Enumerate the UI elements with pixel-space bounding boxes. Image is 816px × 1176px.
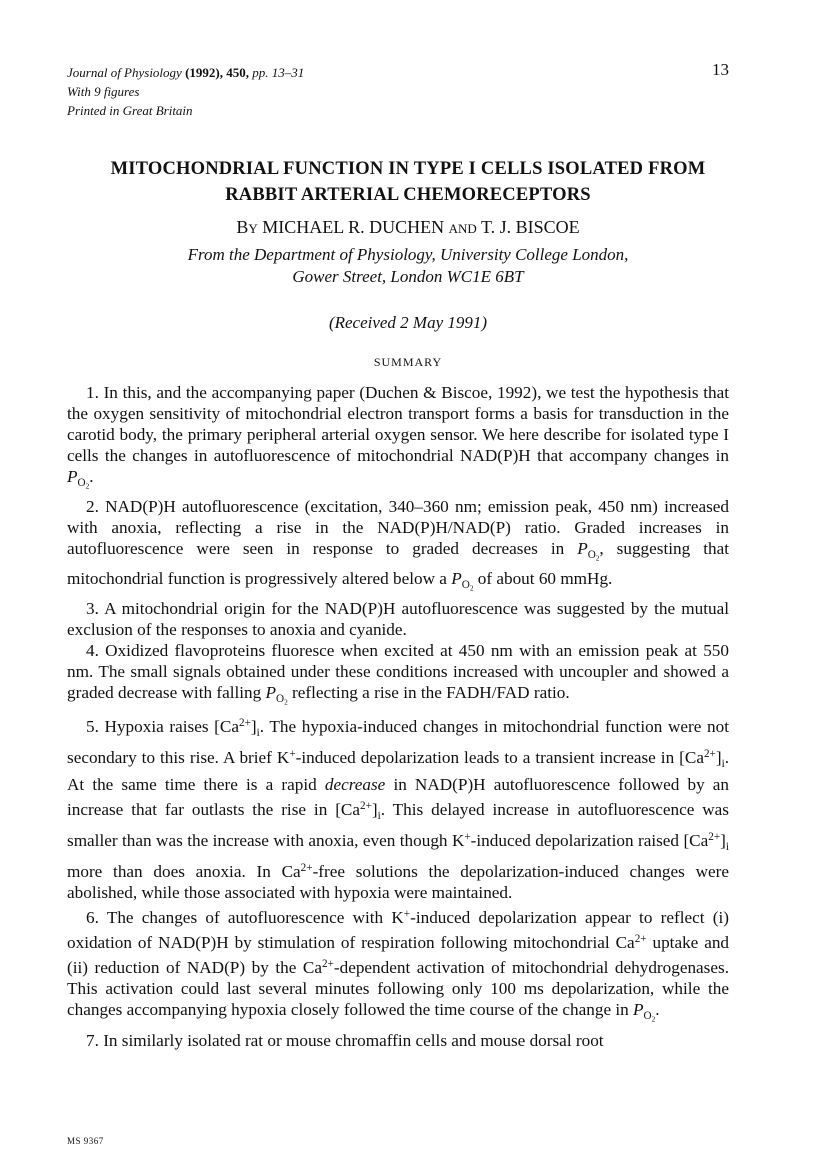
summary-heading: SUMMARY [373, 355, 443, 369]
title-line-2: RABBIT ARTERIAL CHEMORECEPTORS [225, 185, 591, 205]
affiliation-line-2: Gower Street, London WC1E 6BT [292, 267, 524, 286]
summary-paragraph-6: 6. The changes of autofluorescence with K+-induced depolarization appear to reflect (i) oxidation of NAD(P)H by stimulation of respiration following mitochondrial $Ca^{2+}$ uptake and (ii) reduction of NAD(P) by the $Ca^{2+}$-dependent activation of mitochondrial dehydrogenases. This activation could last several minutes following only 100 ms depolarization, while the changes accompanying hypoxia closely followed the time course of the change in $P_{O_2}$. [67, 908, 730, 1024]
figures-note: With 9 figures [67, 84, 140, 99]
by-label: By [236, 217, 258, 237]
summary-paragraph-3: 3. A mitochondrial origin for the NAD(P)H autofluorescence was suggested by the mutual exclusion of the responses to anoxia and cyanide. [67, 599, 729, 640]
summary-paragraph-5: 5. Hypoxia raises $[Ca^{2+}]_i$. The hypoxia-induced changes in mitochondrial function were not secondary to this rise. A brief K+-induced depolarization leads to a transient increase in $[Ca^{2+}]_i$. At the same time there is a rapid decrease in NAD(P)H autofluorescence followed by an increase that far outlasts the rise in $[Ca^{2+}]_i$. This delayed increase in autofluorescence was smaller than was the increase with anoxia, even though K+-induced depolarization raised $[Ca^{2+}]_i$ more than does anoxia. In $Ca^{2+}$-free solutions the depolarization-induced changes were abolished, while those associated with hypoxia were maintained. [67, 717, 730, 903]
and-label: and [448, 217, 477, 237]
journal-pages: pp. 13–31 [252, 65, 305, 80]
journal-citation [67, 63, 304, 82]
journal-name: Journal of Physiology [67, 65, 182, 80]
page-number: 13 [712, 60, 729, 79]
manuscript-number: MS 9367 [67, 1136, 104, 1146]
author-2: T. J. BISCOE [480, 217, 580, 237]
affiliation-line-1: From the Department of Physiology, University College London, [187, 245, 629, 264]
summary-paragraph-4: 4. Oxidized flavoproteins fluoresce when excited at 450 nm with an emission peak at 550 nm. The small signals obtained under these conditions increased with uncoupler and showed a graded decrease with falling $P_{O_2}$ reflecting a rise in the FADH/FAD ratio. [67, 641, 729, 707]
summary-paragraph-7: 7. In similarly isolated rat or mouse chromaffin cells and mouse dorsal root [86, 1030, 604, 1050]
summary-body [67, 383, 729, 1051]
printed-note: Printed in Great Britain [67, 103, 193, 118]
summary-paragraph-2: 2. NAD(P)H autofluorescence (excitation, 340–360 nm; emission peak, 450 nm) increased with anoxia, reflecting a rise in the NAD(P)H/NAD(P) ratio. Graded increases in autofluorescence were seen in response to graded decreases in $P_{O_2}$, suggesting that mitochondrial function is progressively altered below a $P_{O_2}$ of about 60 mmHg. [67, 496, 729, 593]
authors [60, 217, 756, 238]
title-line-1: MITOCHONDRIAL FUNCTION IN TYPE I CELLS ISOLATED FROM [110, 159, 706, 179]
running-header [67, 63, 304, 120]
article-title [60, 156, 756, 208]
affiliation [60, 244, 756, 288]
journal-volume: 450, [226, 65, 249, 80]
journal-year: (1992), [185, 65, 223, 80]
summary-paragraph-1: 1. In this, and the accompanying paper (Duchen & Biscoe, 1992), we test the hypothesis that the oxygen sensitivity of mitochondrial electron transport forms a basis for transduction in the carotid body, the primary peripheral arterial oxygen sensor. We here describe for isolated type I cells the changes in autofluorescence of mitochondrial NAD(P)H that accompany changes in $P_{O_2}$. [67, 383, 729, 491]
author-1: MICHAEL R. DUCHEN [262, 217, 445, 237]
received-date: (Received 2 May 1991) [328, 313, 488, 332]
